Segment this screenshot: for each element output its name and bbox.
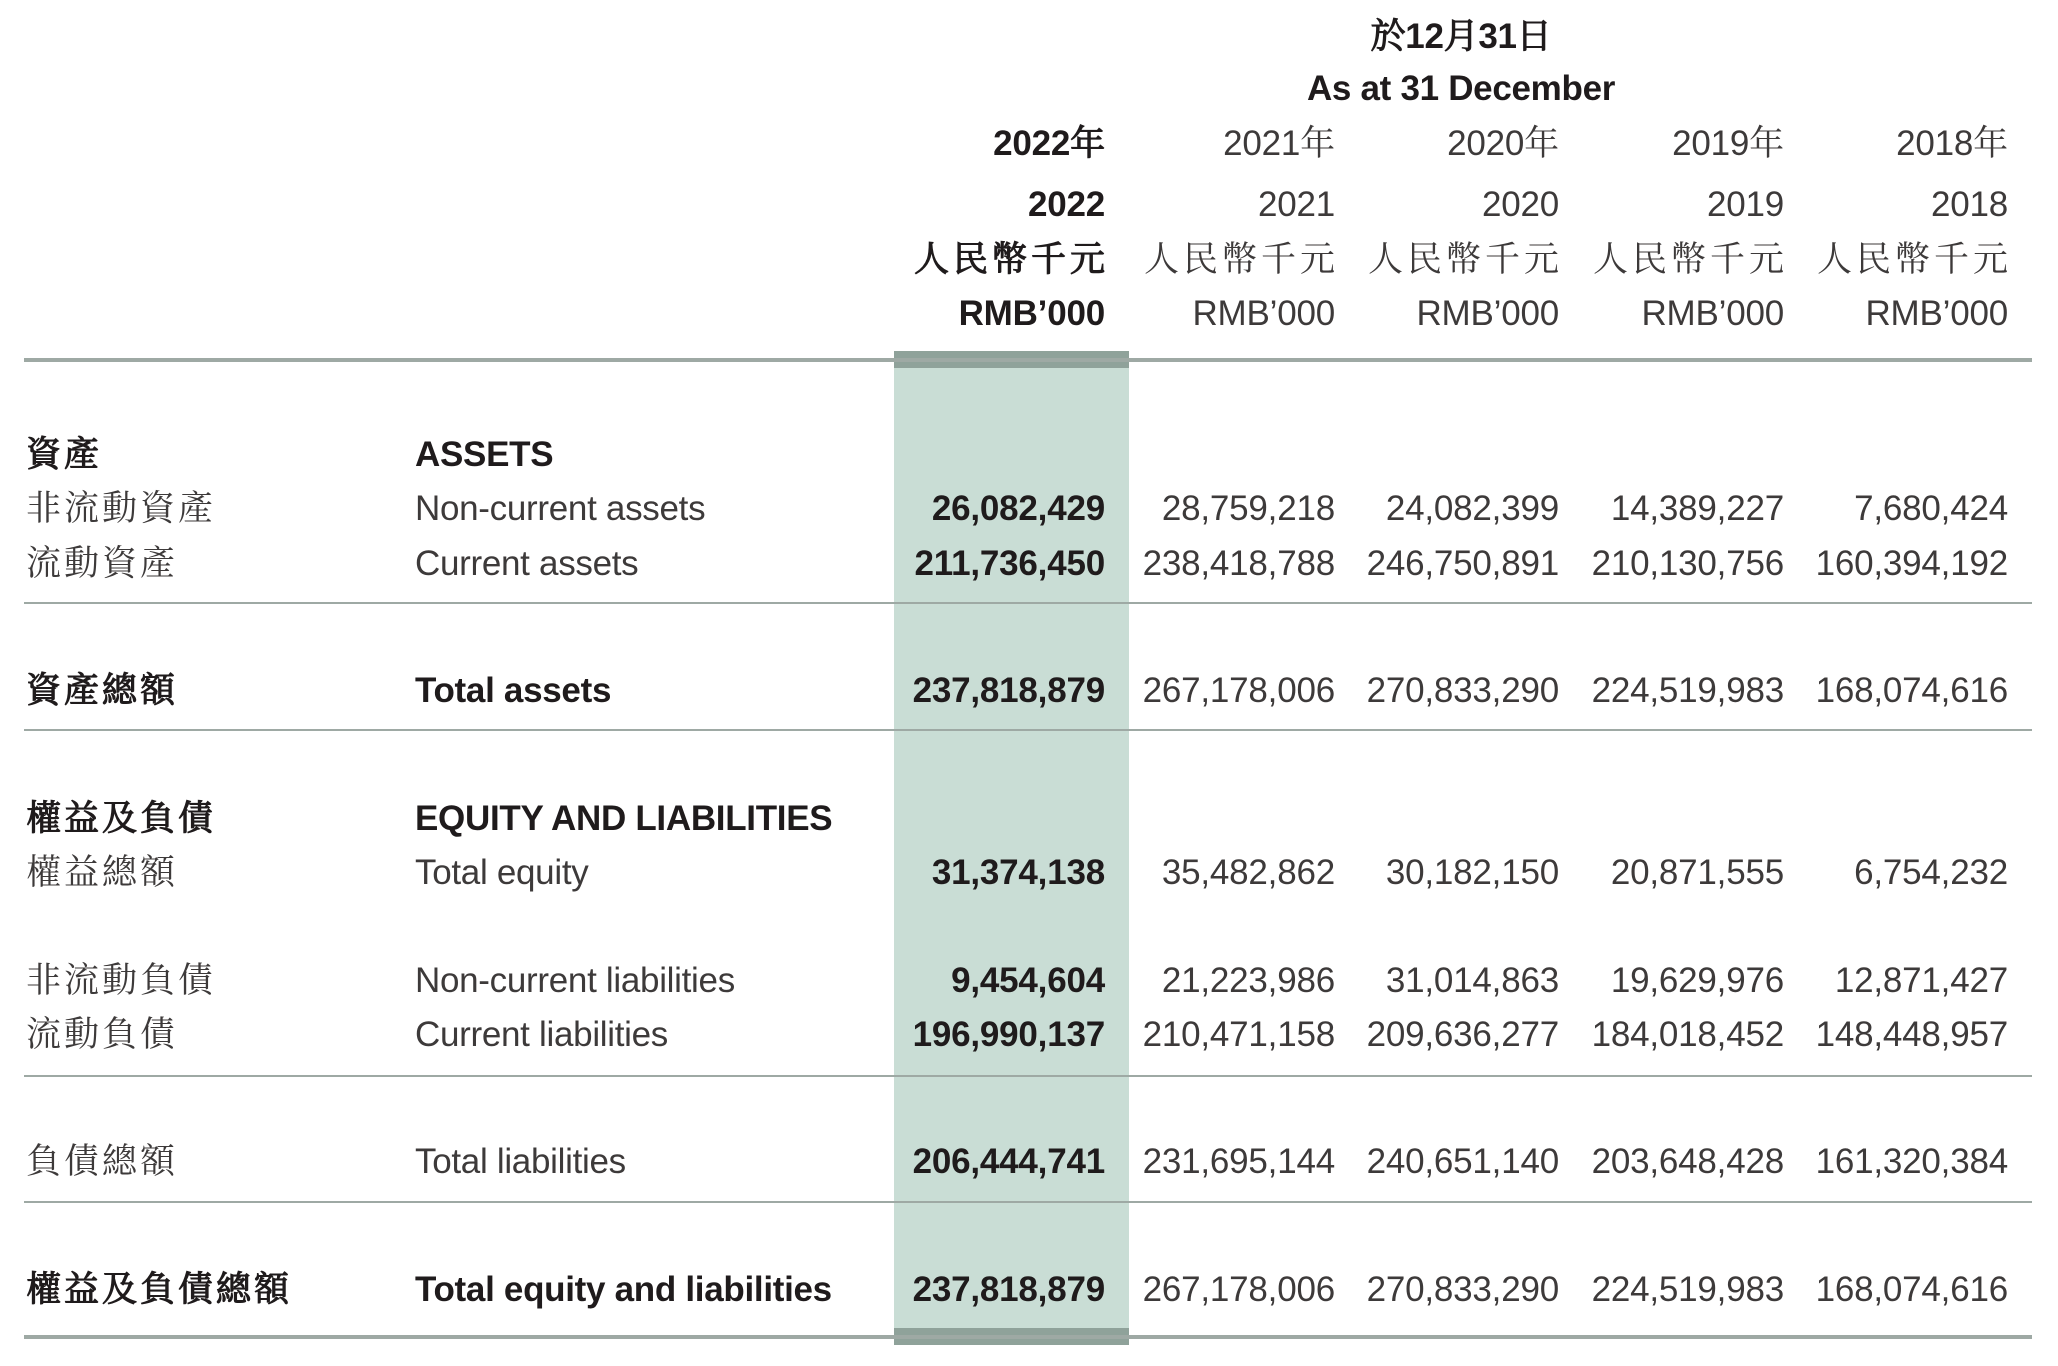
value-2019: 184,018,452	[1591, 1015, 1784, 1054]
value-2019: 14,389,227	[1610, 489, 1784, 528]
value-2021: 28,759,218	[1161, 489, 1335, 528]
value-2022: 9,454,604	[951, 961, 1105, 1000]
period-zh-heading: 於12月31日	[1370, 17, 1552, 56]
year-zh-2021: 2021年	[1223, 124, 1335, 163]
unit-zh-2021: 人民幣千元	[1143, 240, 1339, 279]
value-2018: 161,320,384	[1815, 1142, 2008, 1181]
unit-en-2020: RMB’000	[1416, 294, 1559, 333]
value-2018: 12,871,427	[1834, 961, 2008, 1000]
value-2022: 237,818,879	[912, 671, 1105, 710]
label-en: Non-current liabilities	[415, 961, 735, 1000]
unit-en-2022: RMB’000	[958, 294, 1105, 333]
year-zh-2022: 2022年	[993, 124, 1105, 163]
label-en: Total equity	[415, 853, 589, 892]
year-2019: 2019	[1706, 185, 1784, 224]
value-2020: 30,182,150	[1385, 853, 1559, 892]
row-non-current-assets	[0, 487, 2058, 531]
header-rule	[24, 358, 2032, 362]
row-equity-liabilities-heading	[0, 797, 2058, 841]
year-row	[0, 183, 2058, 227]
label-en: Current assets	[415, 544, 639, 583]
label-en: Current liabilities	[415, 1015, 669, 1054]
value-2020: 246,750,891	[1366, 544, 1559, 583]
value-2021: 210,471,158	[1142, 1015, 1335, 1054]
value-2021: 267,178,006	[1142, 671, 1335, 710]
row-total-liabilities	[0, 1140, 2058, 1184]
value-2018: 6,754,232	[1854, 853, 2008, 892]
value-2019: 20,871,555	[1610, 853, 1784, 892]
row-total-assets	[0, 669, 2058, 713]
unit-zh-2022: 人民幣千元	[913, 240, 1109, 279]
row-total-equity	[0, 851, 2058, 895]
value-2019: 210,130,756	[1591, 544, 1784, 583]
label-zh: 權益總額	[26, 853, 179, 892]
year-2020: 2020	[1481, 185, 1559, 224]
label-en: EQUITY AND LIABILITIES	[415, 799, 833, 838]
divider-rule	[24, 602, 2032, 604]
unit-zh-2019: 人民幣千元	[1592, 240, 1788, 279]
unit-en-row	[0, 292, 2058, 336]
unit-en-2018: RMB’000	[1865, 294, 2008, 333]
period-en-row	[0, 67, 2058, 111]
row-assets-heading	[0, 433, 2058, 477]
value-2020: 209,636,277	[1366, 1015, 1559, 1054]
label-zh: 非流動資產	[26, 489, 217, 528]
value-2019: 203,648,428	[1591, 1142, 1784, 1181]
label-en: Non-current assets	[415, 489, 706, 528]
unit-zh-row	[0, 238, 2058, 282]
label-en: Total assets	[415, 671, 612, 710]
year-2022: 2022	[1027, 185, 1105, 224]
year-2021: 2021	[1257, 185, 1335, 224]
divider-rule	[24, 1201, 2032, 1203]
value-2020: 24,082,399	[1385, 489, 1559, 528]
value-2018: 168,074,616	[1815, 671, 2008, 710]
label-zh: 流動負債	[26, 1015, 179, 1054]
unit-en-2021: RMB’000	[1192, 294, 1335, 333]
value-2021: 35,482,862	[1161, 853, 1335, 892]
value-2022: 26,082,429	[931, 489, 1105, 528]
value-2019: 19,629,976	[1610, 961, 1784, 1000]
value-2018: 148,448,957	[1815, 1015, 2008, 1054]
value-2022: 31,374,138	[931, 853, 1105, 892]
value-2018: 7,680,424	[1854, 489, 2008, 528]
year-2018: 2018	[1930, 185, 2008, 224]
year-zh-2018: 2018年	[1896, 124, 2008, 163]
label-en: ASSETS	[415, 435, 554, 474]
label-en: Total liabilities	[415, 1142, 626, 1181]
year-zh-row	[0, 122, 2058, 166]
value-2022: 237,818,879	[912, 1270, 1105, 1309]
label-zh: 非流動負債	[26, 961, 217, 1000]
period-zh-row	[0, 15, 2058, 59]
period-en-heading: As at 31 December	[1306, 69, 1616, 108]
label-zh: 資產總額	[26, 671, 179, 710]
value-2021: 238,418,788	[1142, 544, 1335, 583]
year-zh-2019: 2019年	[1672, 124, 1784, 163]
unit-en-2019: RMB’000	[1641, 294, 1784, 333]
row-total-equity-and-liabilities	[0, 1268, 2058, 1312]
divider-rule	[24, 1075, 2032, 1077]
value-2018: 168,074,616	[1815, 1270, 2008, 1309]
row-non-current-liabilities	[0, 959, 2058, 1003]
label-zh: 權益及負債	[26, 799, 217, 838]
value-2022: 206,444,741	[912, 1142, 1105, 1181]
value-2019: 224,519,983	[1591, 671, 1784, 710]
year-zh-2020: 2020年	[1447, 124, 1559, 163]
value-2019: 224,519,983	[1591, 1270, 1784, 1309]
value-2021: 267,178,006	[1142, 1270, 1335, 1309]
unit-zh-2020: 人民幣千元	[1367, 240, 1563, 279]
unit-zh-2018: 人民幣千元	[1816, 240, 2012, 279]
row-current-liabilities	[0, 1013, 2058, 1057]
label-zh: 權益及負債總額	[26, 1270, 293, 1309]
value-2020: 31,014,863	[1385, 961, 1559, 1000]
label-zh: 流動資產	[26, 544, 179, 583]
label-zh: 資產	[26, 435, 103, 474]
value-2021: 21,223,986	[1161, 961, 1335, 1000]
divider-rule	[24, 729, 2032, 731]
footer-rule	[24, 1335, 2032, 1339]
label-en: Total equity and liabilities	[415, 1270, 832, 1309]
value-2018: 160,394,192	[1815, 544, 2008, 583]
label-zh: 負債總額	[26, 1142, 179, 1181]
value-2020: 270,833,290	[1366, 671, 1559, 710]
row-current-assets	[0, 542, 2058, 586]
value-2020: 240,651,140	[1366, 1142, 1559, 1181]
value-2021: 231,695,144	[1142, 1142, 1335, 1181]
value-2022: 196,990,137	[912, 1015, 1105, 1054]
value-2022: 211,736,450	[914, 544, 1105, 583]
value-2020: 270,833,290	[1366, 1270, 1559, 1309]
